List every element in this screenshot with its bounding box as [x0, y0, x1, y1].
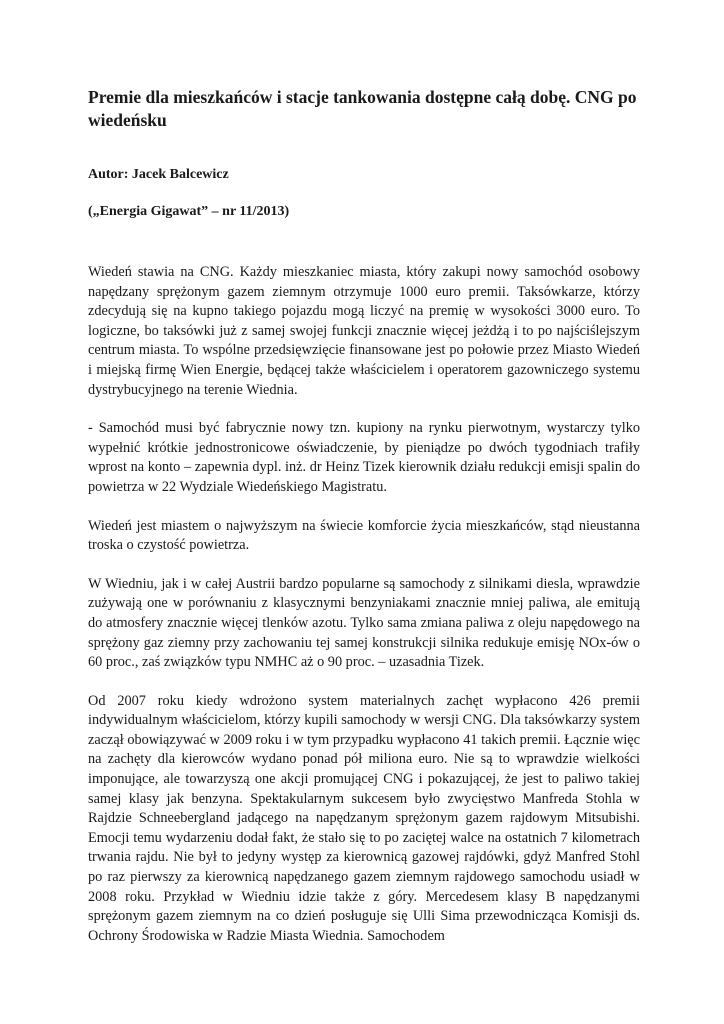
paragraph-4: W Wiedniu, jak i w całej Austrii bardzo popularne są samochody z silnikami diesla, wprawdzie zużywają one w porównaniu z klasycznymi benzyniakami znacznie mniej paliwa, ale emitują do atmosfery znacznie więcej tlenków azotu. Tylko sama zmiana paliwa z oleju napędowego na sprężony gaz ziemny przy zachowaniu tej samej konstrukcji silnika redukuje emisję NOx-ów o 60 proc., zaś związków typu NMHC aż o 90 proc. – uzasadnia Tizek. — [88, 575, 640, 671]
article-body — [88, 263, 640, 946]
document-page — [88, 86, 640, 965]
article-title: Premie dla mieszkańców i stacje tankowania dostępne całą dobę. CNG po wiedeńsku — [88, 87, 637, 130]
article-source: („Energia Gigawat” – nr 11/2013) — [88, 204, 290, 219]
paragraph-2: - Samochód musi być fabrycznie nowy tzn. kupiony na rynku pierwotnym, wystarczy tylko wypełnić krótkie jednostronicowe oświadczenie, by pieniądze po dwóch tygodniach trafiły wprost na konto – zapewnia dypl. inż. dr Heinz Tizek kierownik działu redukcji emisji spalin do powietrza w 22 Wydziale Wiedeńskiego Magistratu. — [88, 420, 640, 495]
article-author: Autor: Jacek Balcewicz — [88, 167, 229, 182]
paragraph-1: Wiedeń stawia na CNG. Każdy mieszkaniec miasta, który zakupi nowy samochód osobowy napędzany sprężonym gazem ziemnym otrzymuje 1000 euro premii. Taksówkarze, którzy zdecydują się na kupno takiego pojazdu mogą liczyć na premię w wysokości 3000 euro. To logiczne, bo taksówki już z samej swojej funkcji znacznie więcej jeżdżą i to po najściślejszym centrum miasta. To wspólne przedsięwzięcie finansowane jest po połowie przez Miasto Wiedeń i miejską firmę Wien Energie, będącej także właścicielem i operatorem gazowniczego systemu dystrybucyjnego na terenie Wiednia. — [88, 264, 640, 398]
paragraph-3: Wiedeń jest miastem o najwyższym na świecie komforcie życia mieszkańców, stąd nieustanna troska o czystość powietrza. — [88, 517, 640, 554]
paragraph-5: Od 2007 roku kiedy wdrożono system materialnych zachęt wypłacono 426 premii indywidualnym właścicielom, którzy kupili samochody w wersji CNG. Dla taksówkarzy system zaczął obowiązywać w 2009 roku i w tym przypadku wypłacono 41 takich premii. Łącznie więc na zachęty dla kierowców wydano ponad pół miliona euro. Nie są to wprawdzie wielkości imponujące, ale towarzyszą one akcji promującej CNG i pokazującej, że jest to paliwo takiej samej klasy jak benzyna. Spektakularnym sukcesem było zwycięstwo Manfreda Stohla w Rajdzie Schneebergland jadącego na napędzanym sprężonym gazem rajdowym Mitsubishi. Emocji temu wydarzeniu dodał fakt, że stało się to po zaciętej walce na ostatnich 7 kilometrach trwania rajdu. Nie był to jedyny występ za kierownicą gazowej rajdówki, gdyż Manfred Stohl po raz pierwszy za kierownicą napędzanego gazem ziemnym rajdowego samochodu usiadł w 2008 roku. Przykład w Wiedniu idzie także z góry. Mercedesem klasy B napędzanymi sprężonym gazem ziemnym na co dzień posługuje się Ulli Sima przewodnicząca Komisji ds. Ochrony Środowiska w Radzie Miasta Wiednia. Samochodem — [88, 692, 640, 944]
